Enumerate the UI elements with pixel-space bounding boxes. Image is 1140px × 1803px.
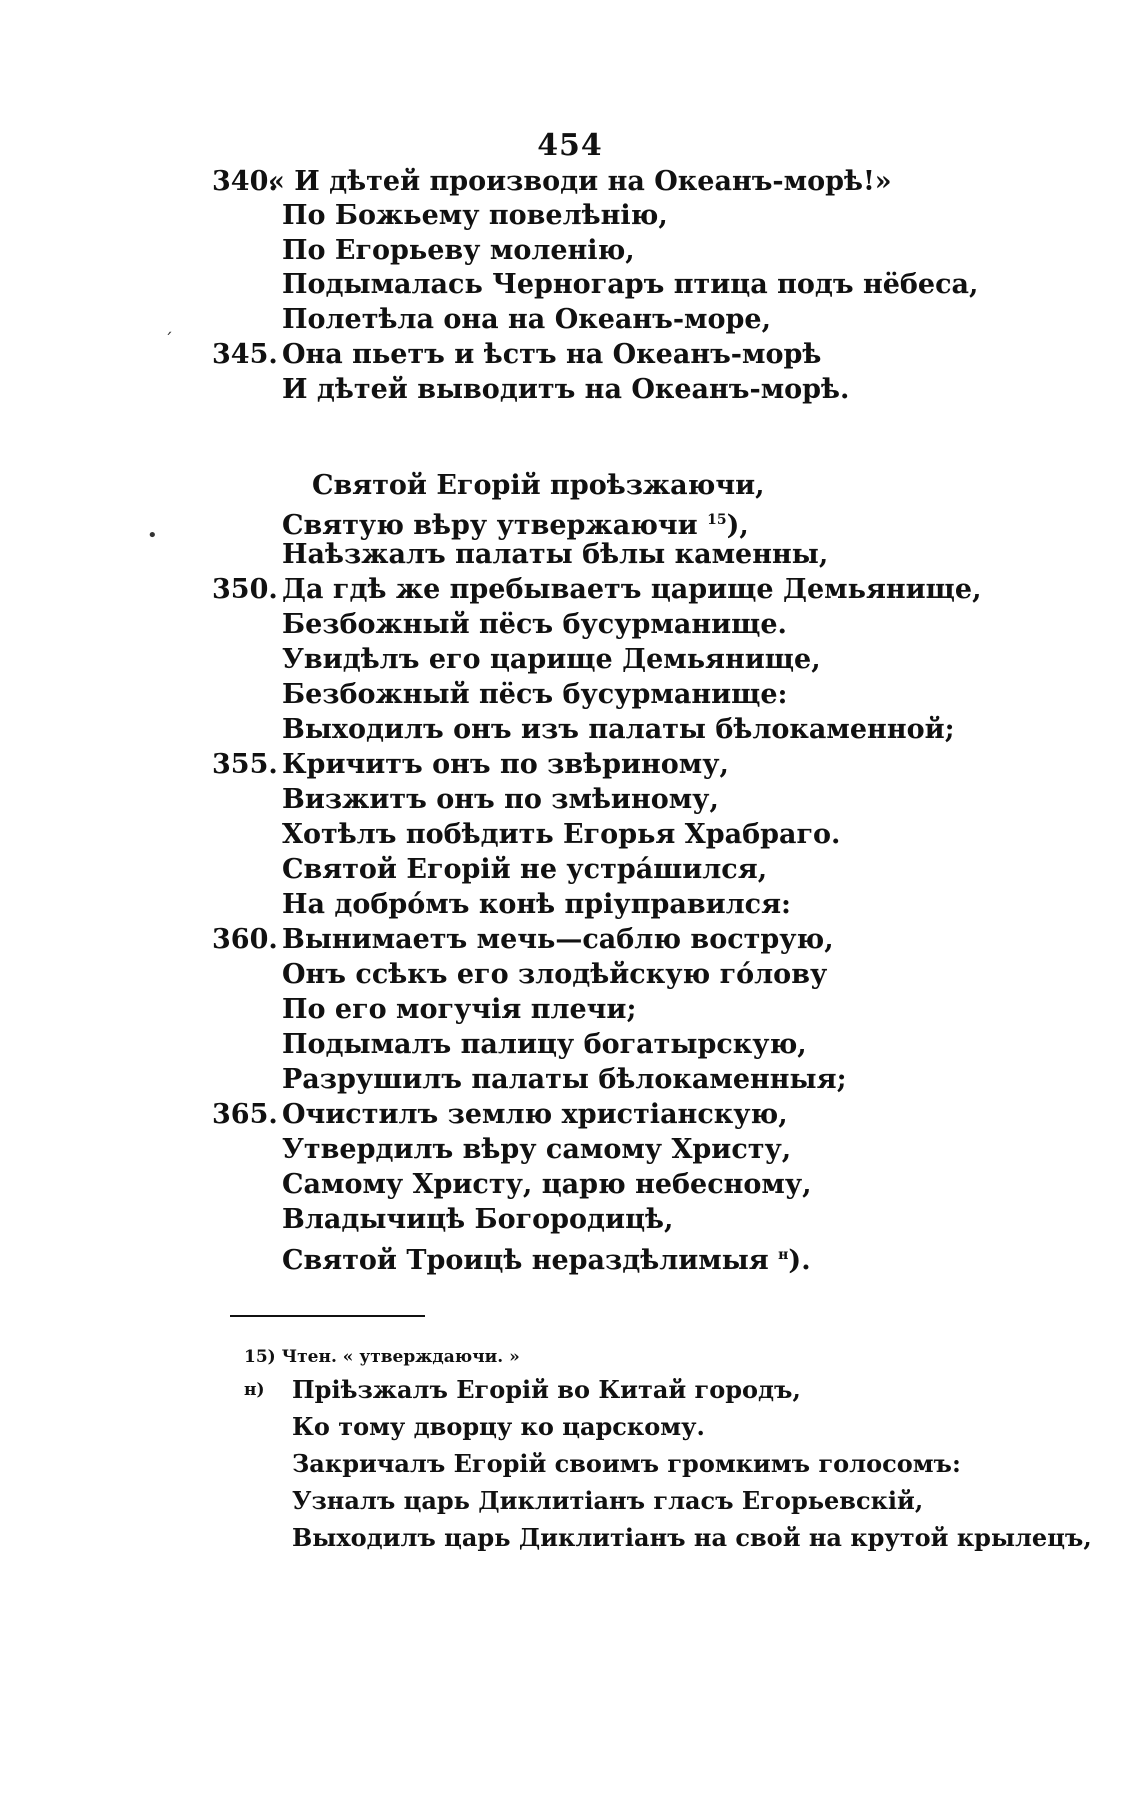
verse-text: Выходилъ онъ изъ палаты бѣлокаменной; — [282, 714, 955, 745]
verse-text: Да гдѣ же пребываетъ царище Демьянище, — [282, 574, 982, 605]
verse-text: Подымалъ палицу богатырскую, — [282, 1029, 807, 1060]
verse-text: По Егорьеву моленію, — [282, 235, 635, 266]
verse-text: Онъ ссѣкъ его злодѣйскую гóлову — [282, 959, 828, 990]
verse-text: По его могучія плечи; — [282, 994, 637, 1025]
verse-text: И дѣтей выводитъ на Океанъ-морѣ. — [282, 374, 850, 405]
page-number: 454 — [537, 128, 603, 163]
verse-text: Наѣзжалъ палаты бѣлы каменны, — [282, 539, 829, 570]
verse-text: Полетѣла она на Океанъ-море, — [282, 304, 771, 335]
verse-text: Кричитъ онъ по звѣриному, — [282, 749, 729, 780]
footnote-line-row — [0, 1446, 1140, 1482]
footnote-line-row — [0, 1409, 1140, 1445]
footnote-text: Чтен. « утверждаючи. » — [281, 1347, 520, 1367]
verse-text: Безбожный пёсъ бусурманище: — [282, 679, 788, 710]
verse-text: Хотѣлъ побѣдить Егорья Храбраго. — [282, 819, 841, 850]
verse-text: Святой Егорій проѣзжаючи, — [312, 470, 765, 501]
verse-text: По Божьему повелѣнію, — [282, 200, 668, 231]
footnote-line: Узналъ царь Диклитіанъ гласъ Егорьевскій, — [292, 1486, 924, 1515]
verse-number: 365. — [212, 1099, 278, 1130]
footnote-divider — [230, 1315, 425, 1317]
verse-text: Владычицѣ Богородицѣ, — [282, 1204, 674, 1235]
verse-text-with-ref: Святой Троицѣ нераздѣлимыя $^н$). — [282, 1245, 811, 1276]
verse-text: Вынимаетъ мечь—саблю вострую, — [282, 924, 834, 955]
verse-number: 340. — [212, 166, 278, 197]
verse-number: 360. — [212, 924, 278, 955]
footnote-line-row — [0, 1483, 1140, 1519]
verse-text: Безбожный пёсъ бусурманище. — [282, 609, 787, 640]
verse-text: Подымалась Черногаръ птица подъ нёбеса, — [282, 269, 979, 300]
footnote-line: Выходилъ царь Диклитіанъ на свой на крутой крылецъ, — [292, 1523, 1092, 1552]
verse-text: На добрóмъ конѣ пріуправился: — [282, 889, 792, 920]
verse-text: Визжитъ онъ по змѣиному, — [282, 784, 719, 815]
verse-text: Святую вѣру утвержаючи — [282, 510, 698, 541]
verse-text: Святой Егорій не устрáшился, — [282, 854, 768, 885]
verse-text: Она пьетъ и ѣстъ на Океанъ-морѣ — [282, 339, 822, 370]
verse-number: 350. — [212, 574, 278, 605]
footnote-15 — [244, 1339, 520, 1375]
footnote-ref-n: н — [778, 1247, 789, 1263]
print-speck: • — [147, 525, 158, 546]
footnote-line: Ко тому дворцу ко царскому. — [292, 1412, 705, 1441]
footnote-mark: 15) — [244, 1347, 276, 1367]
verse-text: « И дѣтей производи на Океанъ-морѣ!» — [268, 166, 892, 197]
verse-text: Самому Христу, царю небесному, — [282, 1169, 812, 1200]
verse-number: 355. — [212, 749, 278, 780]
verse-text-with-ref: Святую вѣру утвержаючи $^{15}$), — [282, 510, 749, 541]
print-speck: ˊ — [164, 330, 173, 351]
verse-text: Святой Троицѣ нераздѣлимыя — [282, 1245, 769, 1276]
footnote-mark: н) — [244, 1380, 265, 1400]
footnote-ref-15: 15 — [707, 512, 727, 528]
verse-text: Утвердилъ вѣру самому Христу, — [282, 1134, 792, 1165]
footnote-line-row — [0, 1520, 1140, 1556]
footnote-line: Закричалъ Егорій своимъ громкимъ голосомъ: — [292, 1449, 961, 1478]
verse-text: Очистилъ землю христіанскую, — [282, 1099, 788, 1130]
verse-text: Увидѣлъ его царище Демьянище, — [282, 644, 821, 675]
verse-text: Разрушилъ палаты бѣлокаменныя; — [282, 1064, 847, 1095]
footnote-line: Пріѣзжалъ Егорій во Китай городъ, — [292, 1375, 801, 1404]
verse-number: 345. — [212, 339, 278, 370]
